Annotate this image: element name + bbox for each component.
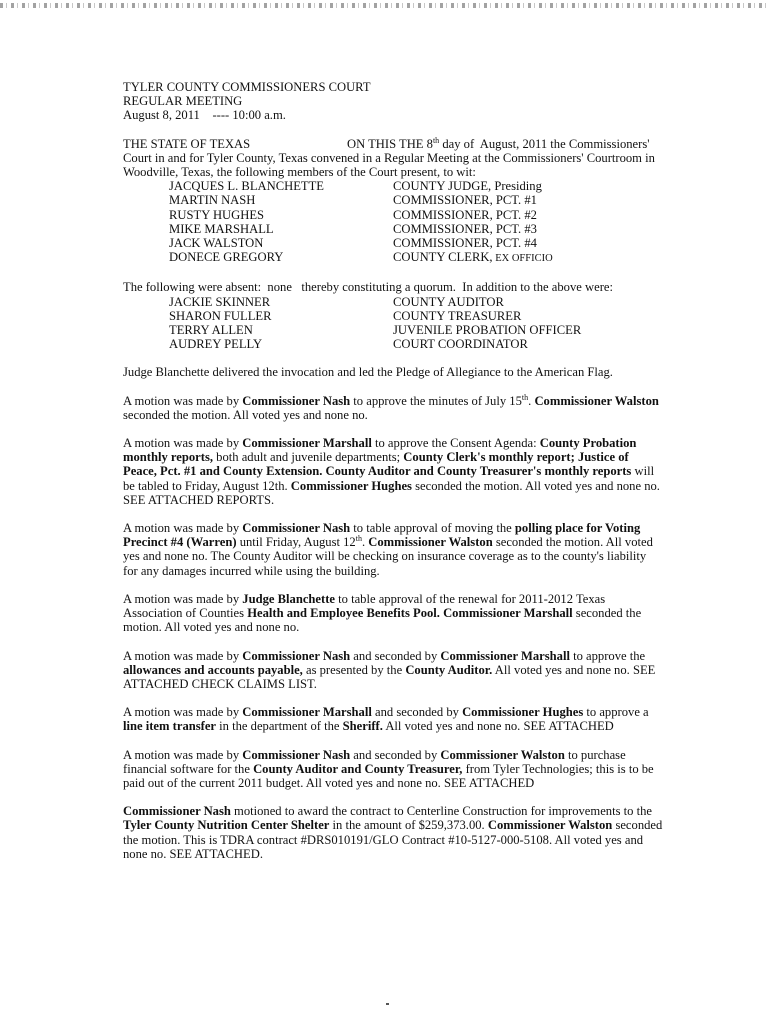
motion-text: seconded the motion. All voted yes and none no. The County Auditor will be checking on insurance coverage as to the county's liability for any damages incurred while using the building. xyxy=(123,535,653,578)
motion-text: seconded the motion. All voted yes and none no. SEE ATTACHED REPORTS. xyxy=(123,478,660,507)
others-present-list xyxy=(169,295,639,352)
date-ordinal: th xyxy=(432,135,440,145)
motion-mover: Commissioner Nash xyxy=(242,521,351,536)
motion-seconder: Commissioner Hughes xyxy=(462,705,584,720)
meeting-date: August 8, 2011 ---- 10:00 a.m. xyxy=(123,108,286,123)
motion-item: County Auditor and County Treasurer, xyxy=(253,761,463,776)
other-row xyxy=(169,309,639,323)
member-row xyxy=(169,236,639,250)
motion-text: seconded the motion. All voted yes and none no. xyxy=(123,606,642,635)
motion-text: seconded the motion. All voted yes and none no. xyxy=(123,407,368,422)
motion-nutrition-center xyxy=(123,804,663,861)
motion-text: to approve the minutes of July 15 xyxy=(350,393,522,408)
motion-financial-software xyxy=(123,748,663,791)
other-row xyxy=(169,323,639,337)
other-name: JACKIE SKINNER xyxy=(169,294,271,309)
motion-seconder: Commissioner Walston xyxy=(534,393,659,408)
motion-text: to approve the Consent Agenda: xyxy=(371,436,540,451)
meeting-type: REGULAR MEETING xyxy=(123,94,243,109)
minutes-page xyxy=(123,80,663,861)
motion-text: in the amount of $259,373.00. xyxy=(329,818,488,833)
motion-text: A motion was made by xyxy=(123,436,243,451)
motion-seconder: Commissioner Walston xyxy=(440,747,565,762)
member-title: COMMISSIONER, PCT. #2 xyxy=(393,207,537,222)
motion-mover: Commissioner Marshall xyxy=(242,436,372,451)
motion-mover: Commissioner Nash xyxy=(242,747,351,762)
motion-item: polling place for Voting Precinct #4 (Warren) xyxy=(123,521,641,550)
date-rest: day of August, 2011 the xyxy=(439,136,566,151)
member-title: COMMISSIONER, PCT. #4 xyxy=(393,236,537,251)
motion-text: A motion was made by xyxy=(123,591,243,606)
motion-mover: Commissioner Nash xyxy=(242,648,351,663)
member-name: JACK WALSTON xyxy=(169,236,264,251)
state-intro xyxy=(123,137,663,180)
on-this-text: ON THIS THE 8 xyxy=(347,136,433,151)
motion-mover: Judge Blanchette xyxy=(242,591,335,606)
motion-item: County Auditor. xyxy=(405,662,493,677)
motion-line-item-transfer xyxy=(123,705,663,733)
other-name: SHARON FULLER xyxy=(169,308,272,323)
motion-minutes xyxy=(123,394,663,422)
member-name: JACQUES L. BLANCHETTE xyxy=(169,179,324,194)
motion-text: to approve the xyxy=(569,648,646,663)
motion-item: Sheriff. xyxy=(342,719,383,734)
motion-text: motioned to award the contract to Centerline Construction for improvements to the xyxy=(230,804,652,819)
motion-mover: Commissioner Marshall xyxy=(242,705,372,720)
motion-text: will be tabled to Friday, August 12th. xyxy=(123,464,655,493)
member-title: COUNTY JUDGE, Presiding xyxy=(393,179,542,194)
motion-text: and seconded by xyxy=(350,648,441,663)
motion-seconder: Commissioner Walston xyxy=(368,535,493,550)
members-present-list xyxy=(169,179,639,266)
motion-seconder: Commissioner Hughes xyxy=(290,478,412,493)
document-header xyxy=(123,80,663,123)
absent-statement: The following were absent: none thereby constituting a quorum. In addition to the above were: xyxy=(123,280,613,295)
member-name: DONECE GREGORY xyxy=(169,250,284,265)
member-row xyxy=(169,222,639,236)
member-title: COMMISSIONER, PCT. #1 xyxy=(393,193,537,208)
motion-item: Tyler County Nutrition Center Shelter xyxy=(123,818,330,833)
motion-text: in the department of the xyxy=(216,719,343,734)
motion-text: . xyxy=(528,393,535,408)
member-row xyxy=(169,208,639,222)
motion-seconder: Commissioner Walston xyxy=(487,818,613,833)
member-row xyxy=(169,193,639,207)
intro-continuation: Commissioners' Court in and for Tyler County, Texas convened in a Regular Meeting at the Commissioners' Courtroom in Woodville, Texas, the following members of the Court present, to wit: xyxy=(123,136,655,180)
scan-edge-artifact xyxy=(0,3,770,8)
ex-officio-label: EX OFFICIO xyxy=(492,253,553,265)
member-name: RUSTY HUGHES xyxy=(169,207,265,222)
state-label: THE STATE OF TEXAS xyxy=(123,136,251,151)
member-row xyxy=(169,250,639,266)
motion-text: and seconded by xyxy=(350,747,441,762)
member-title: COUNTY CLERK, xyxy=(393,250,493,265)
member-name: MARTIN NASH xyxy=(169,193,256,208)
motion-text: from Tyler Technologies; this is to be paid out of the current 2011 budget. All voted yes and none no. SEE ATTACHED xyxy=(123,761,654,790)
motion-text: to table approval of the renewal for 2011-2012 Texas Association of Counties xyxy=(123,591,606,621)
other-name: AUDREY PELLY xyxy=(169,337,263,352)
motion-text: A motion was made by xyxy=(123,705,243,720)
motion-text: A motion was made by xyxy=(123,648,243,663)
motion-item: County Clerk's monthly report; Justice of Peace, Pct. #1 and County Extension. County Auditor and County Treasurer's monthly reports xyxy=(123,450,632,479)
motion-item: County Probation monthly reports, xyxy=(123,436,637,465)
motion-item: line item transfer xyxy=(123,719,217,734)
motion-consent-agenda xyxy=(123,436,663,507)
motion-text: seconded the motion. This is TDRA contract #DRS010191/GLO Contract #10-5127-000-5108. All voted yes and none no. SEE ATTACHED. xyxy=(123,818,663,861)
other-row xyxy=(169,295,639,309)
motion-item: allowances and accounts payable, xyxy=(123,662,303,677)
motion-text: as presented by the xyxy=(302,662,406,677)
motion-accounts-payable xyxy=(123,649,663,692)
other-title: COURT COORDINATOR xyxy=(393,337,528,352)
other-name: TERRY ALLEN xyxy=(169,323,253,338)
other-title: COUNTY AUDITOR xyxy=(393,294,504,309)
motion-benefits-pool xyxy=(123,592,663,635)
motion-text: and seconded by xyxy=(371,705,463,720)
motion-text: . xyxy=(361,535,369,550)
motion-seconder: Commissioner Marshall xyxy=(440,648,570,663)
member-name: MIKE MARSHALL xyxy=(169,221,274,236)
motion-text: A motion was made by xyxy=(123,393,243,408)
other-title: COUNTY TREASURER xyxy=(393,308,522,323)
other-row xyxy=(169,337,639,351)
motion-text: to purchase financial software for the xyxy=(123,747,626,776)
invocation-paragraph: Judge Blanchette delivered the invocation and led the Pledge of Allegiance to the American Flag. xyxy=(123,365,613,380)
motion-text: to approve a xyxy=(583,705,649,720)
date-ordinal: th xyxy=(521,392,529,402)
motion-item: Health and Employee Benefits Pool. Commissioner Marshall xyxy=(247,606,573,621)
motion-text: All voted yes and none no. SEE ATTACHED CHECK CLAIMS LIST. xyxy=(123,662,656,691)
motion-polling-place xyxy=(123,521,663,578)
member-row xyxy=(169,179,639,193)
page-mark xyxy=(386,1003,389,1005)
motion-text: All voted yes and none no. SEE ATTACHED xyxy=(382,719,614,734)
motion-text: A motion was made by xyxy=(123,521,243,536)
member-title: COMMISSIONER, PCT. #3 xyxy=(393,221,537,236)
motion-mover: Commissioner Nash xyxy=(123,804,231,819)
motion-text: A motion was made by xyxy=(123,747,243,762)
other-title: JUVENILE PROBATION OFFICER xyxy=(393,323,582,338)
motion-text: until Friday, August 12 xyxy=(236,535,356,550)
motion-text: both adult and juvenile departments; xyxy=(213,450,404,465)
motion-mover: Commissioner Nash xyxy=(242,393,351,408)
motion-text: to table approval of moving the xyxy=(350,521,515,536)
court-name: TYLER COUNTY COMMISSIONERS COURT xyxy=(123,80,371,94)
member-title-wrap xyxy=(393,250,639,266)
date-ordinal: th xyxy=(355,534,362,544)
